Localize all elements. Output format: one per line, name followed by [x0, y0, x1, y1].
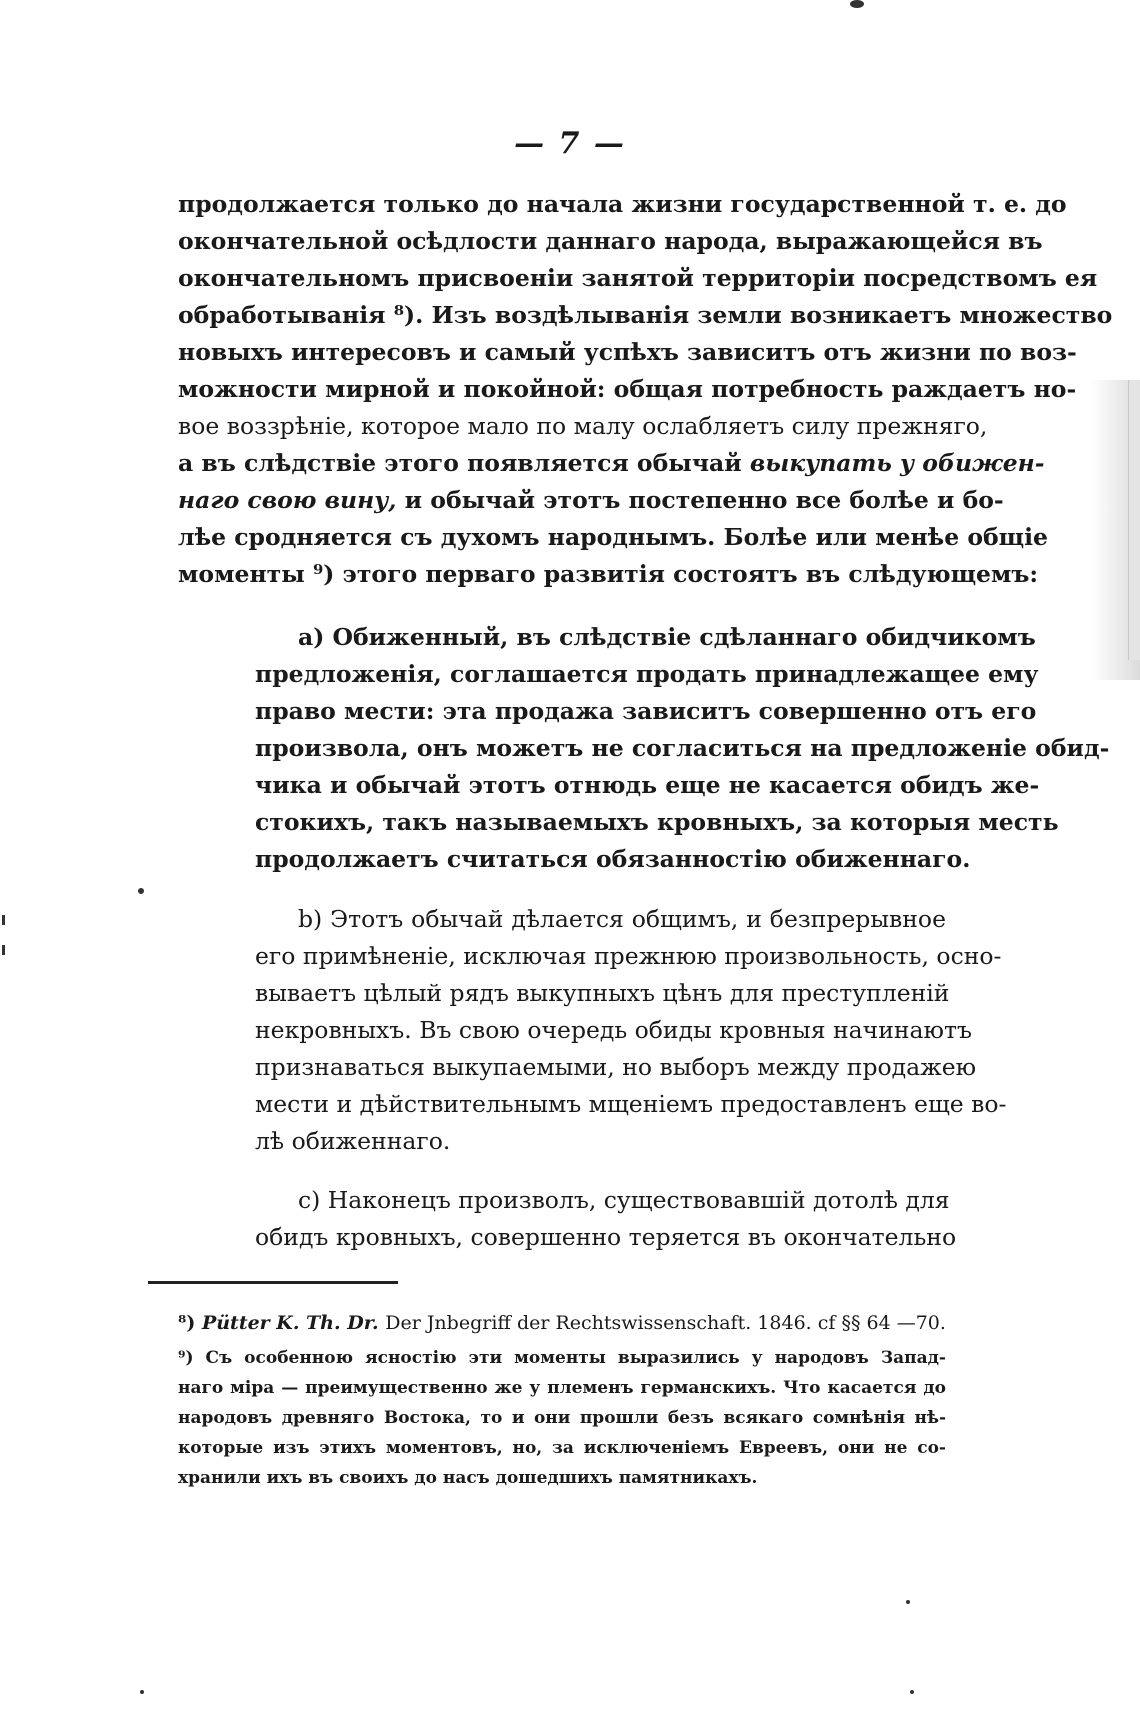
scan-speck: [2, 945, 5, 955]
scan-speck: [140, 1690, 144, 1694]
footnote-9-line: наго міра — преимущественно же у племенъ германскихъ. Что касается до: [178, 1378, 946, 1398]
point-a-line: предложенія, соглашается продать принадлежащее ему: [255, 660, 1039, 688]
footnote-separator: [148, 1281, 398, 1284]
point-b-line: признаваться выкупаемыми, но выборъ между продажею: [255, 1053, 977, 1081]
scan-speck: [906, 1600, 910, 1604]
body-line: вое воззрѣніе, которое мало по малу ослабляетъ силу прежняго,: [178, 412, 988, 440]
body-line: окончательной осѣдлости даннаго народа, выражающейся въ: [178, 227, 1043, 255]
point-b-line: его примѣненіе, исключая прежнюю произвольность, осно-: [255, 942, 1002, 970]
footnote-8: [178, 1311, 946, 1335]
point-a-line: произвола, онъ можетъ не согласиться на предложеніе обид-: [255, 734, 1110, 762]
scan-speck: [850, 0, 864, 8]
scan-speck: [138, 888, 144, 894]
point-b-line: некровныхъ. Въ свою очередь обиды кровныя начинаютъ: [255, 1016, 972, 1044]
italic-emphasis: выкупать у обижен-: [749, 449, 1045, 477]
scan-speck: [2, 915, 5, 925]
page-number: — 7 —: [514, 126, 626, 161]
point-a-line: чика и обычай этотъ отнюдь еще не касается обидъ же-: [255, 771, 1040, 799]
body-line: [178, 448, 1045, 478]
point-a-line: продолжаетъ считаться обязанностію обиженнаго.: [255, 845, 971, 873]
body-line-text: и обычай этотъ постепенно все болѣе и бо-: [404, 486, 1004, 514]
body-line: обработыванія ⁸). Изъ воздѣлыванія земли возникаетъ множество: [178, 301, 1113, 329]
body-line: окончательномъ присвоеніи занятой территоріи посредствомъ ея: [178, 264, 1098, 292]
footnote-9-line: ⁹) Съ особенною ясностію эти моменты выразились у народовъ Запад-: [178, 1348, 946, 1368]
body-line: лѣе сродняется съ духомъ народнымъ. Болѣе или менѣе общіе: [178, 523, 1048, 551]
point-c-line: c) Наконецъ произволъ, существовавшій дотолѣ для: [298, 1186, 950, 1214]
body-line: [178, 485, 1004, 515]
point-b-line: мести и дѣйствительнымъ мщеніемъ предоставленъ еще во-: [255, 1090, 1007, 1118]
point-b-line: b) Этотъ обычай дѣлается общимъ, и безпрерывное: [298, 905, 946, 933]
body-line: можности мирной и покойной: общая потребность раждаетъ но-: [178, 375, 1077, 403]
point-a-line: стокихъ, такъ называемыхъ кровныхъ, за которыя месть: [255, 808, 1059, 836]
footnote-8-author: Pütter K. Th. Dr.: [201, 1312, 379, 1334]
point-b-line: вываетъ цѣлый рядъ выкупныхъ цѣнъ для преступленій: [255, 979, 950, 1007]
body-line: продолжается только до начала жизни государственной т. е. до: [178, 190, 1067, 218]
footnote-9-line: народовъ древняго Востока, то и они прошли безъ всякаго сомнѣнія нѣ-: [178, 1408, 946, 1428]
body-line: моменты ⁹) этого перваго развитія состоятъ въ слѣдующемъ:: [178, 560, 1039, 588]
body-line: новыхъ интересовъ и самый успѣхъ зависитъ отъ жизни по воз-: [178, 338, 1077, 366]
point-b-line: лѣ обиженнаго.: [255, 1127, 451, 1155]
scan-edge: [1128, 380, 1140, 660]
footnote-9-line: хранили ихъ въ своихъ до насъ дошедшихъ памятникахъ.: [178, 1468, 758, 1488]
scan-speck: [910, 1690, 914, 1694]
footnote-9-line: которые изъ этихъ моментовъ, но, за исключеніемъ Евреевъ, они не со-: [178, 1438, 946, 1458]
italic-emphasis: наго свою вину,: [178, 486, 397, 514]
body-line-text: а въ слѣдствіе этого появляется обычай: [178, 449, 742, 477]
footnote-8-mark: ⁸): [178, 1312, 196, 1334]
footnote-8-title: Der Jnbegriff der Rechtswissenschaft. 1846. cf §§ 64 —70.: [385, 1312, 946, 1334]
point-c-line: обидъ кровныхъ, совершенно теряется въ окончательно: [255, 1223, 957, 1251]
point-a-line: a) Обиженный, въ слѣдствіе сдѣланнаго обидчикомъ: [298, 623, 1036, 651]
point-a-line: право мести: эта продажа зависитъ совершенно отъ его: [255, 697, 1037, 725]
